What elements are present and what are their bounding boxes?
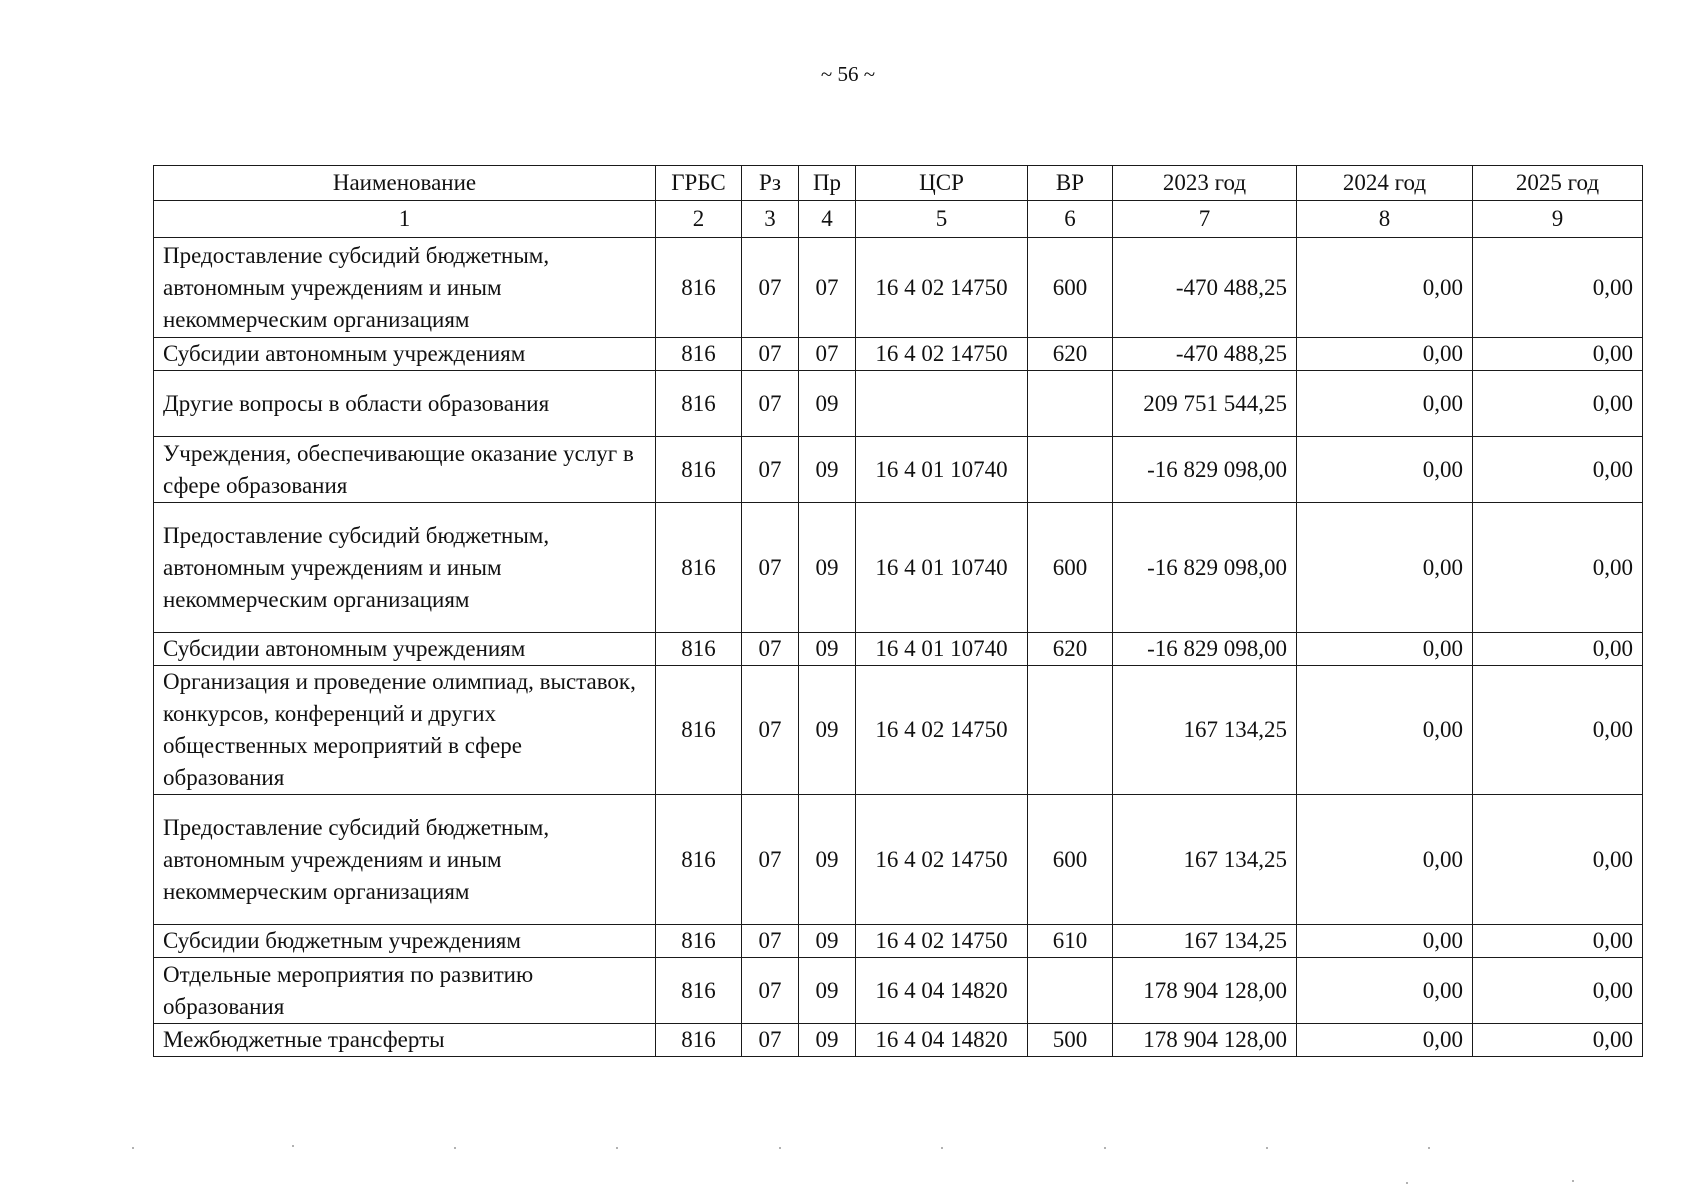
row-amount-2023: -16 829 098,00: [1113, 633, 1297, 666]
row-name: Межбюджетные трансферты: [154, 1024, 656, 1057]
row-vr: 600: [1028, 503, 1113, 633]
row-amount-2024: 0,00: [1297, 338, 1473, 371]
scan-speck: [941, 1147, 943, 1149]
scan-speck: [1104, 1147, 1106, 1149]
row-amount-2023: 178 904 128,00: [1113, 1024, 1297, 1057]
row-amount-2024: 0,00: [1297, 795, 1473, 925]
row-name: Учреждения, обеспечивающие оказание услуг в сфере образования: [154, 437, 656, 503]
row-grbs: 816: [656, 925, 742, 958]
row-grbs: 816: [656, 338, 742, 371]
row-amount-2024: 0,00: [1297, 666, 1473, 795]
row-csr: [856, 371, 1028, 437]
row-amount-2023: 167 134,25: [1113, 795, 1297, 925]
table-row: [154, 238, 1643, 338]
row-vr: 620: [1028, 338, 1113, 371]
table-row: [154, 795, 1643, 925]
table-row: [154, 503, 1643, 633]
row-amount-2025: 0,00: [1473, 795, 1643, 925]
row-pr: 09: [799, 503, 856, 633]
row-pr: 07: [799, 338, 856, 371]
row-pr: 09: [799, 437, 856, 503]
row-name: Отдельные мероприятия по развитию образования: [154, 958, 656, 1024]
header-2023: 2023 год: [1113, 166, 1297, 201]
column-number: 2: [656, 201, 742, 238]
row-amount-2024: 0,00: [1297, 238, 1473, 338]
header-2025: 2025 год: [1473, 166, 1643, 201]
row-pr: 09: [799, 633, 856, 666]
row-grbs: 816: [656, 795, 742, 925]
row-amount-2024: 0,00: [1297, 1024, 1473, 1057]
row-rz: 07: [742, 1024, 799, 1057]
row-csr: 16 4 02 14750: [856, 238, 1028, 338]
header-rz: Рз: [742, 166, 799, 201]
row-amount-2024: 0,00: [1297, 503, 1473, 633]
row-rz: 07: [742, 437, 799, 503]
row-rz: 07: [742, 503, 799, 633]
row-csr: 16 4 01 10740: [856, 437, 1028, 503]
row-amount-2023: -470 488,25: [1113, 338, 1297, 371]
row-amount-2023: 167 134,25: [1113, 925, 1297, 958]
budget-table: [153, 165, 1643, 1057]
table-row: [154, 338, 1643, 371]
row-amount-2025: 0,00: [1473, 338, 1643, 371]
row-grbs: 816: [656, 633, 742, 666]
row-amount-2025: 0,00: [1473, 666, 1643, 795]
row-amount-2023: 167 134,25: [1113, 666, 1297, 795]
row-rz: 07: [742, 795, 799, 925]
table-row: [154, 958, 1643, 1024]
column-number: 6: [1028, 201, 1113, 238]
row-grbs: 816: [656, 1024, 742, 1057]
scan-speck: [1572, 1180, 1574, 1182]
row-csr: 16 4 01 10740: [856, 633, 1028, 666]
row-csr: 16 4 02 14750: [856, 338, 1028, 371]
column-number-row: [154, 201, 1643, 238]
row-grbs: 816: [656, 666, 742, 795]
row-amount-2025: 0,00: [1473, 958, 1643, 1024]
row-name: Субсидии автономным учреждениям: [154, 338, 656, 371]
scan-speck: [1406, 1182, 1408, 1184]
column-number: 7: [1113, 201, 1297, 238]
row-amount-2023: 178 904 128,00: [1113, 958, 1297, 1024]
header-name: Наименование: [154, 166, 656, 201]
row-amount-2025: 0,00: [1473, 925, 1643, 958]
row-rz: 07: [742, 633, 799, 666]
row-pr: 09: [799, 1024, 856, 1057]
row-pr: 09: [799, 666, 856, 795]
row-rz: 07: [742, 666, 799, 795]
header-vr: ВР: [1028, 166, 1113, 201]
scan-speck: [132, 1147, 134, 1149]
scan-speck: [454, 1147, 456, 1149]
row-vr: 600: [1028, 795, 1113, 925]
column-number: 8: [1297, 201, 1473, 238]
row-vr: [1028, 666, 1113, 795]
row-rz: 07: [742, 371, 799, 437]
scan-speck: [1266, 1147, 1268, 1149]
row-rz: 07: [742, 958, 799, 1024]
row-amount-2025: 0,00: [1473, 371, 1643, 437]
row-name: Предоставление субсидий бюджетным, автономным учреждениям и иным некоммерческим организациям: [154, 503, 656, 633]
row-amount-2024: 0,00: [1297, 958, 1473, 1024]
row-pr: 07: [799, 238, 856, 338]
table-row: [154, 1024, 1643, 1057]
row-pr: 09: [799, 371, 856, 437]
header-grbs: ГРБС: [656, 166, 742, 201]
row-grbs: 816: [656, 958, 742, 1024]
row-rz: 07: [742, 238, 799, 338]
row-name: Другие вопросы в области образования: [154, 371, 656, 437]
row-amount-2025: 0,00: [1473, 238, 1643, 338]
scan-speck: [292, 1145, 294, 1147]
row-vr: 600: [1028, 238, 1113, 338]
row-pr: 09: [799, 958, 856, 1024]
row-name: Субсидии бюджетным учреждениям: [154, 925, 656, 958]
row-amount-2024: 0,00: [1297, 633, 1473, 666]
row-grbs: 816: [656, 503, 742, 633]
table-row: [154, 371, 1643, 437]
column-number: 5: [856, 201, 1028, 238]
table-row: [154, 437, 1643, 503]
row-amount-2024: 0,00: [1297, 437, 1473, 503]
column-number: 4: [799, 201, 856, 238]
row-name: Субсидии автономным учреждениям: [154, 633, 656, 666]
row-grbs: 816: [656, 437, 742, 503]
row-amount-2023: -16 829 098,00: [1113, 503, 1297, 633]
row-vr: [1028, 371, 1113, 437]
page-number: ~ 56 ~: [820, 62, 876, 86]
row-vr: 620: [1028, 633, 1113, 666]
row-vr: 500: [1028, 1024, 1113, 1057]
row-rz: 07: [742, 338, 799, 371]
row-amount-2023: -16 829 098,00: [1113, 437, 1297, 503]
row-amount-2025: 0,00: [1473, 633, 1643, 666]
row-grbs: 816: [656, 371, 742, 437]
row-csr: 16 4 04 14820: [856, 958, 1028, 1024]
column-number: 9: [1473, 201, 1643, 238]
row-pr: 09: [799, 925, 856, 958]
scan-speck: [1428, 1147, 1430, 1149]
row-rz: 07: [742, 925, 799, 958]
row-amount-2025: 0,00: [1473, 1024, 1643, 1057]
row-grbs: 816: [656, 238, 742, 338]
row-csr: 16 4 02 14750: [856, 925, 1028, 958]
row-name: Предоставление субсидий бюджетным, автономным учреждениям и иным некоммерческим организациям: [154, 238, 656, 338]
row-csr: 16 4 04 14820: [856, 1024, 1028, 1057]
row-amount-2025: 0,00: [1473, 503, 1643, 633]
header-pr: Пр: [799, 166, 856, 201]
row-amount-2023: 209 751 544,25: [1113, 371, 1297, 437]
column-number: 3: [742, 201, 799, 238]
table-row: [154, 633, 1643, 666]
row-vr: 610: [1028, 925, 1113, 958]
row-vr: [1028, 437, 1113, 503]
header-2024: 2024 год: [1297, 166, 1473, 201]
row-pr: 09: [799, 795, 856, 925]
scan-speck: [779, 1147, 781, 1149]
scan-speck: [616, 1147, 618, 1149]
row-csr: 16 4 02 14750: [856, 666, 1028, 795]
row-amount-2025: 0,00: [1473, 437, 1643, 503]
row-amount-2023: -470 488,25: [1113, 238, 1297, 338]
row-amount-2024: 0,00: [1297, 371, 1473, 437]
row-amount-2024: 0,00: [1297, 925, 1473, 958]
row-name: Предоставление субсидий бюджетным, автономным учреждениям и иным некоммерческим организациям: [154, 795, 656, 925]
row-csr: 16 4 01 10740: [856, 503, 1028, 633]
row-name: Организация и проведение олимпиад, выставок, конкурсов, конференций и других общественных мероприятий в сфере образования: [154, 666, 656, 795]
table-header-row: [154, 166, 1643, 201]
header-csr: ЦСР: [856, 166, 1028, 201]
table-row: [154, 925, 1643, 958]
table-row: [154, 666, 1643, 795]
row-vr: [1028, 958, 1113, 1024]
row-csr: 16 4 02 14750: [856, 795, 1028, 925]
column-number: 1: [154, 201, 656, 238]
